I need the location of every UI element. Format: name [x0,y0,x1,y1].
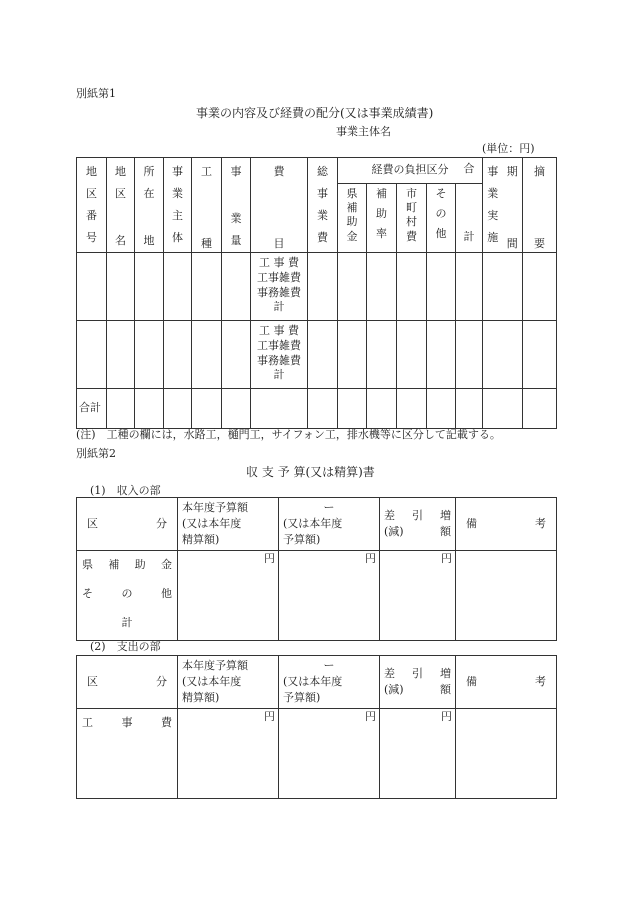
header-himoku: 費 目 [251,158,308,253]
header-tekiyo: 摘 要 [523,158,557,253]
col-kubun: 区 分 [77,656,178,709]
table-row [77,708,557,798]
expense-prev-value: 円 [279,708,380,798]
income-remarks-value [456,550,557,640]
form1-subtitle: 事業主体名 [336,125,391,138]
col-kubun: 区 分 [77,498,178,551]
form2-label: 別紙第2 [76,447,116,460]
income-prev-value: 円 [279,550,380,640]
income-diff-value: 円 [380,550,456,640]
expense-items-cell: 工 事 費 工事雑費 事務雑費 計 [251,252,308,320]
form1-title: 事業の内容及び経費の配分(又は事業成績書) [196,106,434,120]
header-sonota: そ の 他 [427,183,456,252]
header-chiku-bango: 地 区 番 号 [77,158,107,253]
form1-label: 別紙第1 [76,87,116,100]
form1-note: (注) 工種の欄には，水路工，樋門工，サイフォン工，排水機等に区分して記載する。 [76,428,501,441]
expense-current-value: 円 [178,708,279,798]
expense-remarks-value [456,708,557,798]
header-jigyo-shutai: 事 業 主 体 [164,158,192,253]
header-ken-hojokin: 県 補 助 金 [338,183,367,252]
form1-unit: (単位：円) [482,142,535,155]
form2-title: 収 支 予 算(又は精算)書 [246,465,375,479]
income-heading: (1) 収入の部 [90,484,161,497]
table-row [77,550,557,640]
table-row [77,252,557,320]
col-remarks: 備 考 [456,498,557,551]
col-current-budget: 本年度予算額 (又は本年度 精算額) [178,656,279,709]
header-gokei: 合 計 [456,183,483,252]
header-so-jigyohi: 総 事 業 費 [308,158,338,253]
header-shichosonhi: 市 町 村 費 [397,183,427,252]
col-prev-budget: ー (又は本年度 予算額) [279,498,380,551]
form1-table [76,157,557,429]
expense-items-cell: 工 事 費 工事雑費 事務雑費 計 [251,320,308,388]
expense-labels-cell: 工 事 費 [77,708,178,798]
expense-table [76,655,557,799]
col-prev-budget: ー (又は本年度 予算額) [279,656,380,709]
total-label: 合計 [77,388,107,428]
col-difference: 差 引 増 (減) 額 [380,656,456,709]
header-hojoritsu: 補 助 率 [367,183,397,252]
expense-heading: (2) 支出の部 [90,640,161,653]
header-keihi-futan-kubun: 経費の負担区分 [338,158,483,184]
header-jigyoryo: 事 業 量 [222,158,251,253]
total-row [77,388,557,428]
income-table [76,497,557,641]
header-jigyo-jisshi-kikan: 事 業 実 施 期 間 [483,158,523,253]
expense-diff-value: 円 [380,708,456,798]
header-shozaichi: 所 在 地 [135,158,164,253]
table-row [77,320,557,388]
header-chiku-mei: 地 区 名 [107,158,135,253]
col-difference: 差 引 増 (減) 額 [380,498,456,551]
col-current-budget: 本年度予算額 (又は本年度 精算額) [178,498,279,551]
header-koshu: 工 種 [192,158,222,253]
income-current-value: 円 [178,550,279,640]
income-labels-cell: 県 補 助 金 そ の 他 計 [77,550,178,640]
col-remarks: 備 考 [456,656,557,709]
